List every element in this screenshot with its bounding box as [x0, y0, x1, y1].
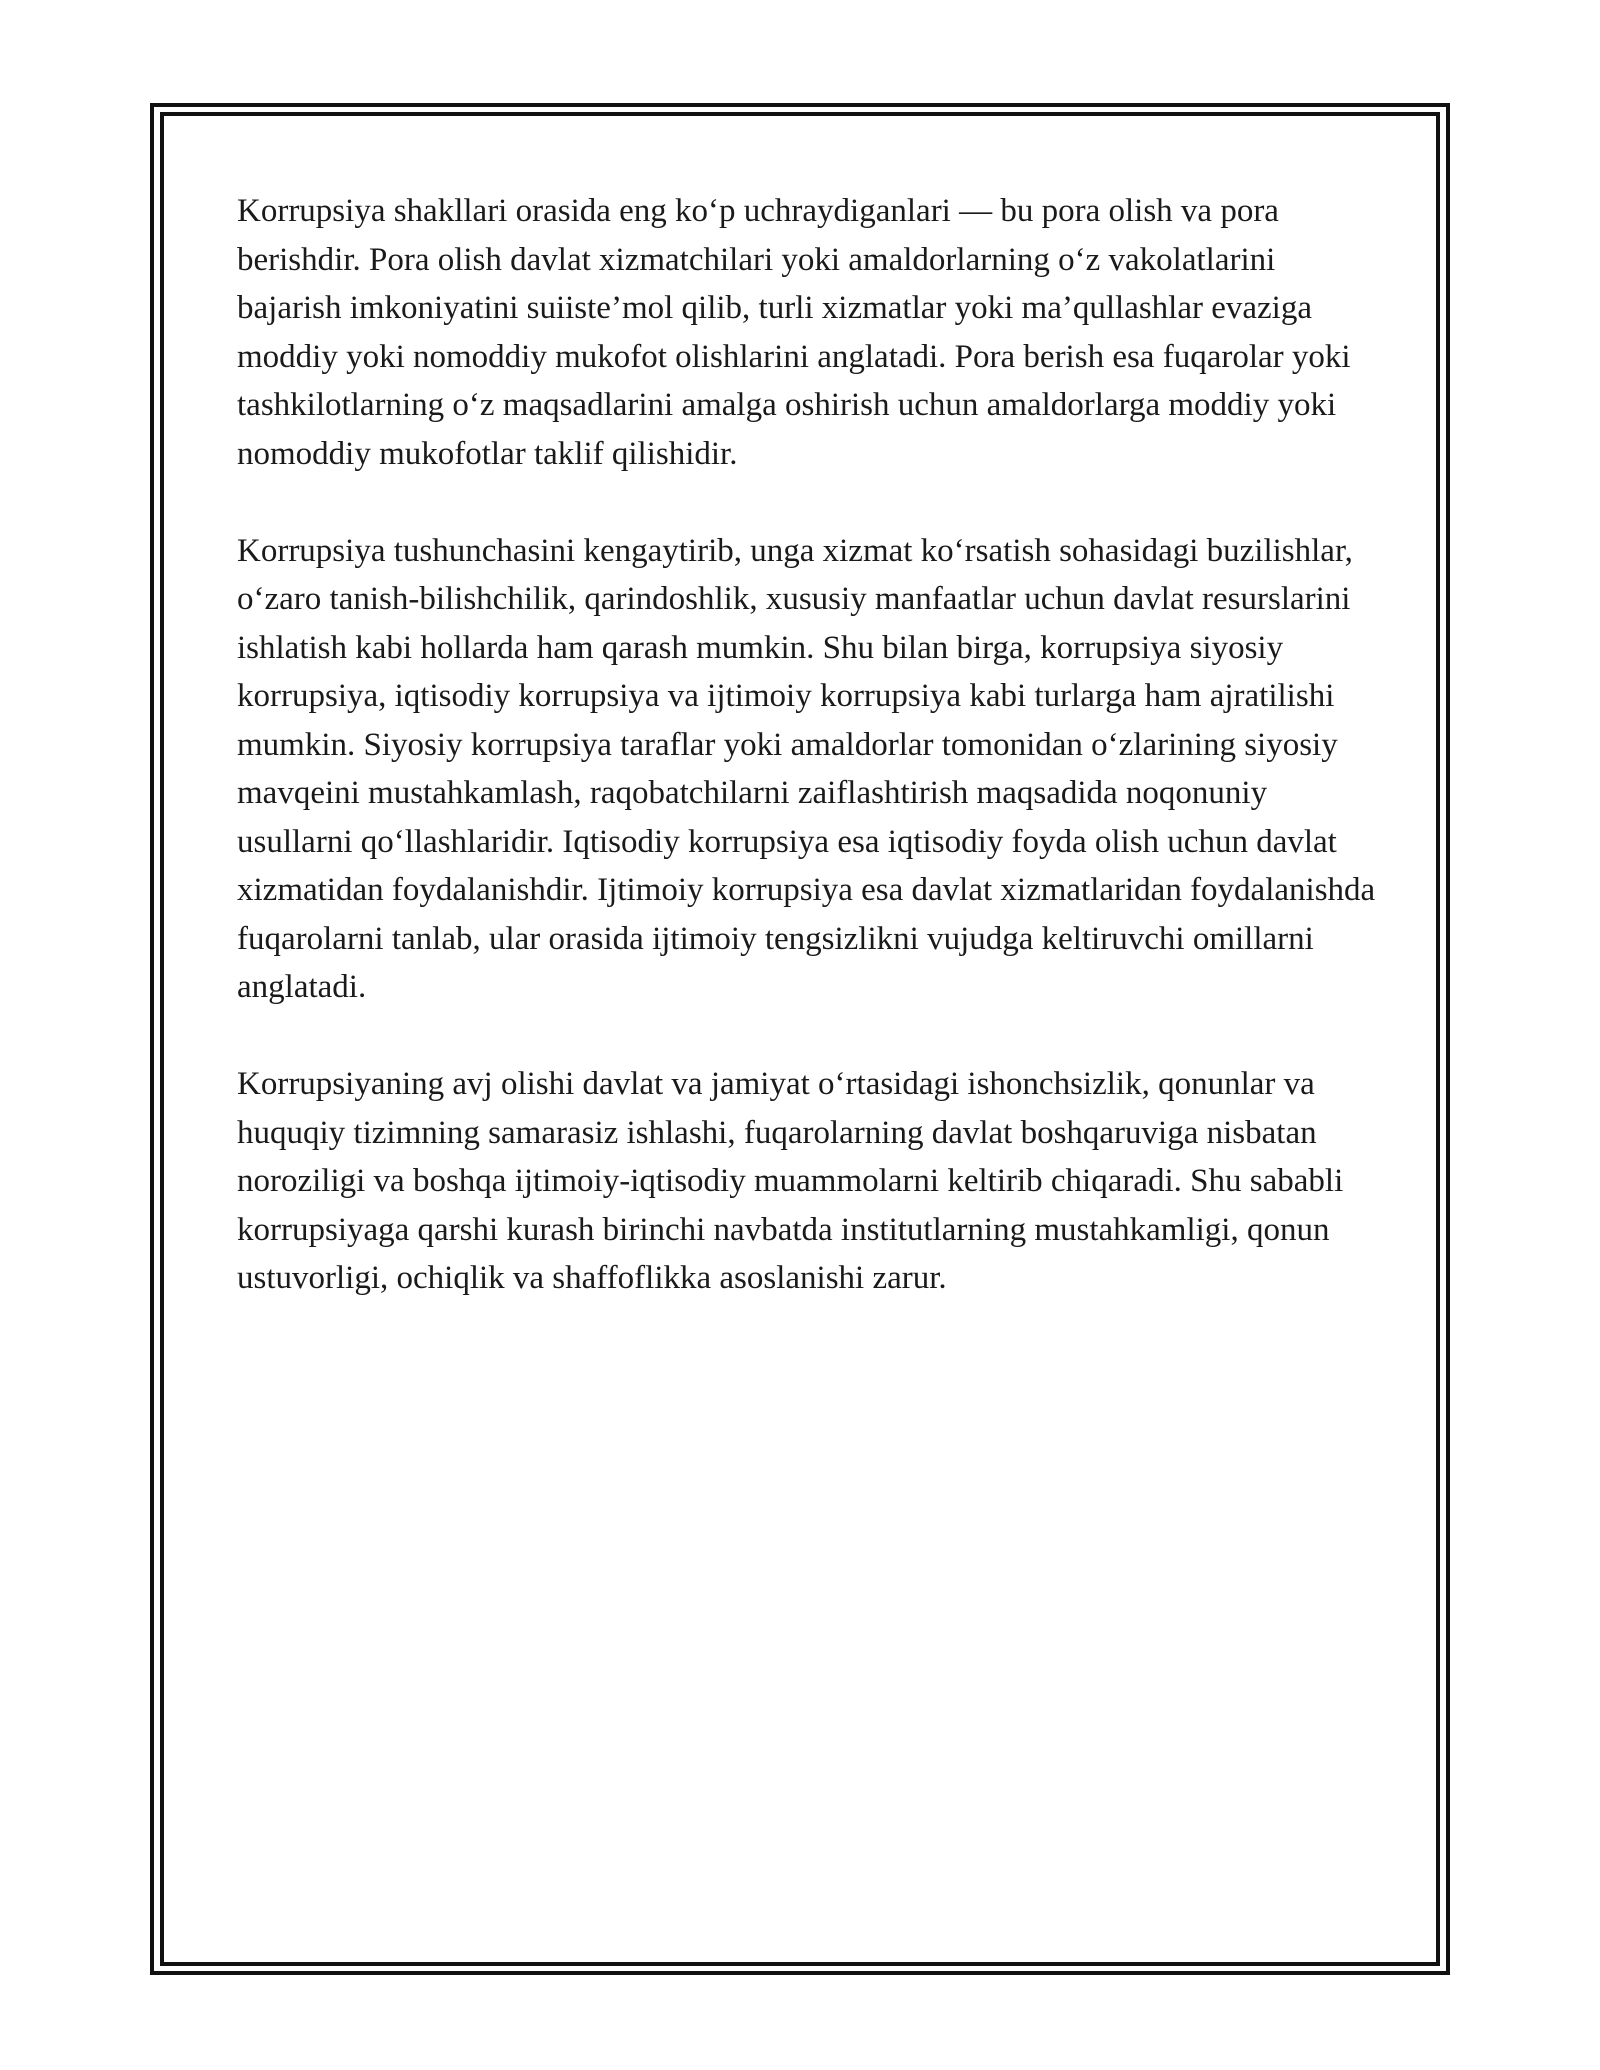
paragraph-2: Korrupsiya tushunchasini kengaytirib, unga xizmat ko‘rsatish sohasidagi buzilishlar, o‘zaro tanish-bilishchilik, qarindoshlik, xususiy manfaatlar uchun davlat resurslarini ishlatish kabi hollarda ham qarash mumkin. Shu bilan birga, korrupsiya siyosiy korrupsiya, iqtisodiy korrupsiya va ijtimoiy korrupsiya kabi turlarga ham ajratilishi mumkin. Siyosiy korrupsiya taraflar yoki amaldorlar tomonidan o‘zlarining siyosiy mavqeini mustahkamlash, raqobatchilarni zaiflashtirish maqsadida noqonuniy usullarni qo‘llashlaridir. Iqtisodiy korrupsiya esa iqtisodiy foyda olish uchun davlat xizmatidan foydalanishdir. Ijtimoiy korrupsiya esa davlat xizmatlaridan foydalanishda fuqarolarni tanlab, ular orasida ijtimoiy tengsizlikni vujudga keltiruvchi omillarni anglatadi. — [237, 532, 1376, 1005]
document-body — [237, 187, 1382, 1351]
paragraph-1: Korrupsiya shakllari orasida eng ko‘p uchraydiganlari — bu pora olish va pora berishdir. Pora olish davlat xizmatchilari yoki amaldorlarning o‘z vakolatlarini bajarish imkoniyatini suiiste’mol qilib, turli xizmatlar yoki ma’qullashlar evaziga moddiy yoki nomoddiy mukofot olishlarini anglatadi. Pora berish esa fuqarolar yoki tashkilotlarning o‘z maqsadlarini amalga oshirish uchun amaldorlarga moddiy yoki nomoddiy mukofotlar taklif qilishidir. — [237, 193, 1351, 472]
paragraph-3: Korrupsiyaning avj olishi davlat va jamiyat o‘rtasidagi ishonchsizlik, qonunlar va huquqiy tizimning samarasiz ishlashi, fuqarolarning davlat boshqaruviga nisbatan noroziligi va boshqa ijtimoiy-iqtisodiy muammolarni keltirib chiqaradi. Shu sababli korrupsiyaga qarshi kurash birinchi navbatda institutlarning mustahkamligi, qonun ustuvorligi, ochiqlik va shaffoflikka asoslanishi zarur. — [237, 1066, 1344, 1296]
